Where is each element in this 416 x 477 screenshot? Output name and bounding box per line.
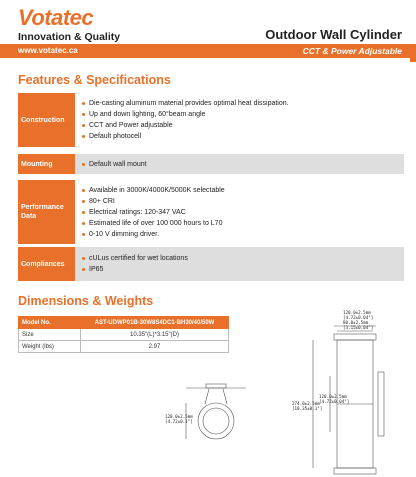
spec-item: IP65 [82, 264, 404, 275]
spec-item: Die-casting aluminum material provides optimal heat dissipation. [82, 98, 404, 109]
side-mount-bracket [378, 372, 384, 436]
inner-height-text: 120.0±2.5mm [319, 394, 347, 399]
spec-item: Electrical ratings: 120-347 VAC [82, 207, 404, 218]
inner-height-in-text: [4.72±0.04"] [319, 399, 350, 404]
spec-item: cULus certified for wet locations [82, 253, 404, 264]
front-fixture-inner [203, 408, 229, 434]
depth-text: 80.0±2.5mm [343, 320, 369, 325]
spec-item: Up and down lighting, 60°beam angle [82, 109, 404, 120]
brand-tagline: Innovation & Quality [18, 31, 121, 43]
side-top-cap [334, 334, 376, 340]
front-height-text: 120.0±2.5mm [165, 414, 193, 419]
features-title: Features & Specifications [18, 73, 171, 87]
model-label: Model No. [19, 317, 81, 329]
top-width-text: 120.0±2.5mm [343, 310, 371, 315]
product-title: Outdoor Wall Cylinder [265, 27, 402, 42]
side-height-text: 274.0±2.5mm [292, 401, 320, 406]
depth-in-text: [3.15±0.04"] [343, 325, 374, 330]
front-arm [223, 389, 227, 404]
spec-item: Default photocell [82, 131, 404, 142]
weight-label: Weight (lbs) [19, 341, 81, 353]
size-label: Size [19, 329, 81, 341]
spec-item: Default wall mount [82, 159, 404, 170]
spec-label: Compliances [18, 247, 75, 281]
side-bottom-cap [334, 468, 376, 474]
size-value: 10.35"(L)*3.15"(D) [81, 329, 229, 341]
spec-label: Construction [18, 93, 75, 147]
weight-value: 2.97 [81, 341, 229, 353]
spec-item: 80+ CRI [82, 196, 404, 207]
spec-label: Performance Data [18, 180, 75, 244]
top-width-in-text: [4.72±0.04"] [343, 315, 374, 320]
dimensions-title: Dimensions & Weights [18, 294, 154, 308]
spec-item: Estimated life of over 100 000 hours to L70 [82, 218, 404, 229]
spec-label: Mounting [18, 154, 75, 174]
front-height-in-text: [4.72±0.1"] [165, 419, 193, 424]
side-height-in-text: [10.35±0.1"] [292, 406, 323, 411]
spec-item: Available in 3000K/4000K/5000K selectable [82, 185, 404, 196]
front-mount-plate [206, 384, 226, 388]
product-subtitle: CCT & Power Adjustable [302, 45, 402, 56]
spec-item: CCT and Power adjustable [82, 120, 404, 131]
front-arm [205, 389, 209, 404]
brand-logo: Votatec [18, 5, 94, 30]
front-fixture-ring [198, 403, 234, 439]
spec-item: 0-10 V dimming driver. [82, 229, 404, 240]
website-link[interactable]: www.votatec.ca [18, 45, 78, 55]
model-value: AST-UDWP01B-30W8S4DC1-BH30/40/50W [81, 317, 229, 329]
